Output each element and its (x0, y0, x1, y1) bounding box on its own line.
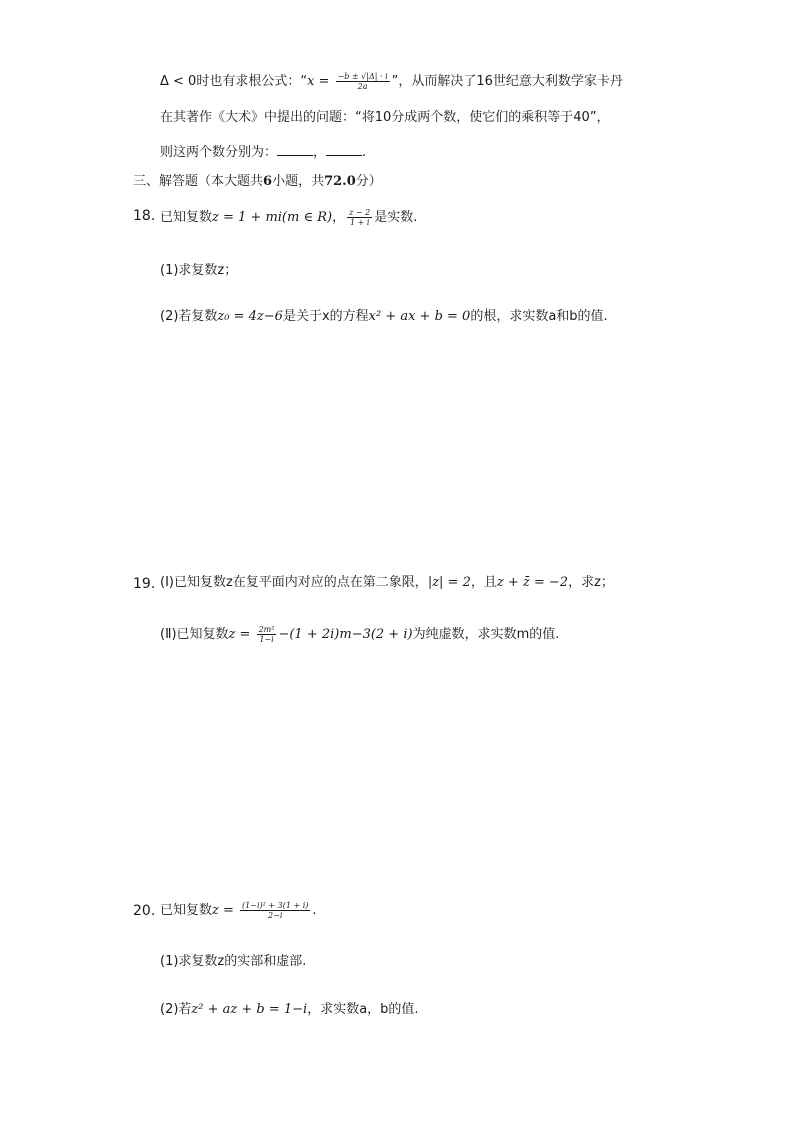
q19-part2-rest: −(1 + 2i)m−3(2 + i) (278, 627, 413, 642)
q17-formula-denominator: 2a (357, 82, 368, 91)
q18-part2-mid: 是关于x的方程 (282, 309, 369, 324)
q17-continuation-line1 (160, 72, 623, 91)
section-heading (133, 173, 382, 191)
q20-part2-suffix: ，求实数a，b的值. (307, 1002, 419, 1017)
q18-part2-prefix: (2)若复数 (160, 309, 218, 324)
q18-part2-suffix: 的根，求实数a和b的值. (470, 309, 608, 324)
q18-part2-equation: x² + ax + b = 0 (368, 309, 471, 324)
section-heading-mid: 小题，共 (272, 174, 325, 189)
q18-stem-prefix: 已知复数 (160, 210, 213, 225)
q19-part1-sum: z + z̄ = −2 (496, 575, 569, 590)
q18-fraction (347, 208, 372, 227)
q19-fraction-numerator: 2m² (258, 625, 275, 634)
q19-part1-prefix: (Ⅰ)已知复数z在复平面内对应的点在第二象限， (160, 575, 428, 590)
q18-part2 (160, 308, 608, 326)
q18-fraction-numerator: z − 2 (349, 208, 371, 217)
q20-stem-suffix: . (312, 903, 317, 918)
section-heading-prefix: 三、解答题（本大题共 (133, 174, 264, 189)
q19-part2-suffix: 为纯虚数，求实数m的值. (412, 627, 560, 642)
q17-line1-prefix: Δ < 0时也有求根公式：“ (160, 74, 308, 89)
q17-formula-numerator: −b ± √|Δ| · i (337, 72, 388, 81)
answer-blank-2[interactable] (326, 143, 362, 156)
q17-formula-fraction (336, 72, 390, 91)
answer-blank-1[interactable] (277, 143, 313, 156)
q17-formula-lhs: x = (307, 74, 334, 89)
question-number-20: 20. (133, 903, 156, 919)
q20-stem-prefix: 已知复数 (160, 903, 213, 918)
q19-fraction (257, 625, 277, 644)
q19-fraction-denominator: 1−i (259, 635, 274, 644)
q18-fraction-denominator: 1 + i (349, 218, 370, 227)
q19-part1-suffix: ，求z； (568, 575, 614, 590)
q19-part2-prefix: (Ⅱ)已知复数 (160, 627, 229, 642)
q20-fraction-numerator: (1−i)² + 3(1 + i) (242, 901, 309, 910)
q20-part1: (1)求复数z的实部和虚部. (160, 954, 307, 969)
q19-part2 (160, 625, 559, 644)
q19-part1-mid: ，且 (470, 575, 497, 590)
q18-part2-z0: z₀ = 4z−6 (217, 309, 283, 324)
question-number-19: 19. (133, 576, 156, 592)
q20-fraction-denominator: 2−i (268, 911, 283, 920)
q19-part1-abs: |z| = 2 (427, 575, 471, 590)
q17-line3-end: . (362, 145, 367, 160)
section-points: 72.0 (324, 174, 356, 189)
q17-line3-prefix: 则这两个数分别为： (160, 145, 278, 160)
section-question-count: 6 (263, 174, 273, 189)
q18-stem-comma: ， (332, 210, 346, 225)
q17-line3-sep: ， (313, 145, 327, 160)
q20-fraction (240, 901, 310, 920)
q18-stem-z: z = 1 + mi(m ∈ R) (212, 210, 333, 225)
q17-line1-suffix: ”，从而解决了16世纪意大利数学家卡丹 (391, 74, 623, 89)
q18-stem-suffix: 是实数. (374, 210, 418, 225)
q20-stem (160, 901, 317, 920)
q20-part2 (160, 1001, 419, 1019)
q17-continuation-line3 (160, 143, 366, 162)
q20-part2-prefix: (2)若 (160, 1002, 192, 1017)
q19-part1 (160, 574, 614, 592)
section-heading-suffix: 分） (355, 174, 382, 189)
q18-stem (160, 208, 417, 227)
q20-stem-z: z = (212, 903, 239, 918)
q20-part2-equation: z² + az + b = 1−i (191, 1002, 308, 1017)
q19-part2-z: z = (228, 627, 255, 642)
q18-part1: (1)求复数z； (160, 263, 238, 278)
question-number-18: 18. (133, 208, 156, 224)
q17-continuation-line2: 在其著作《大术》中提出的问题：“将10分成两个数，使它们的乘积等于40”， (160, 110, 610, 125)
